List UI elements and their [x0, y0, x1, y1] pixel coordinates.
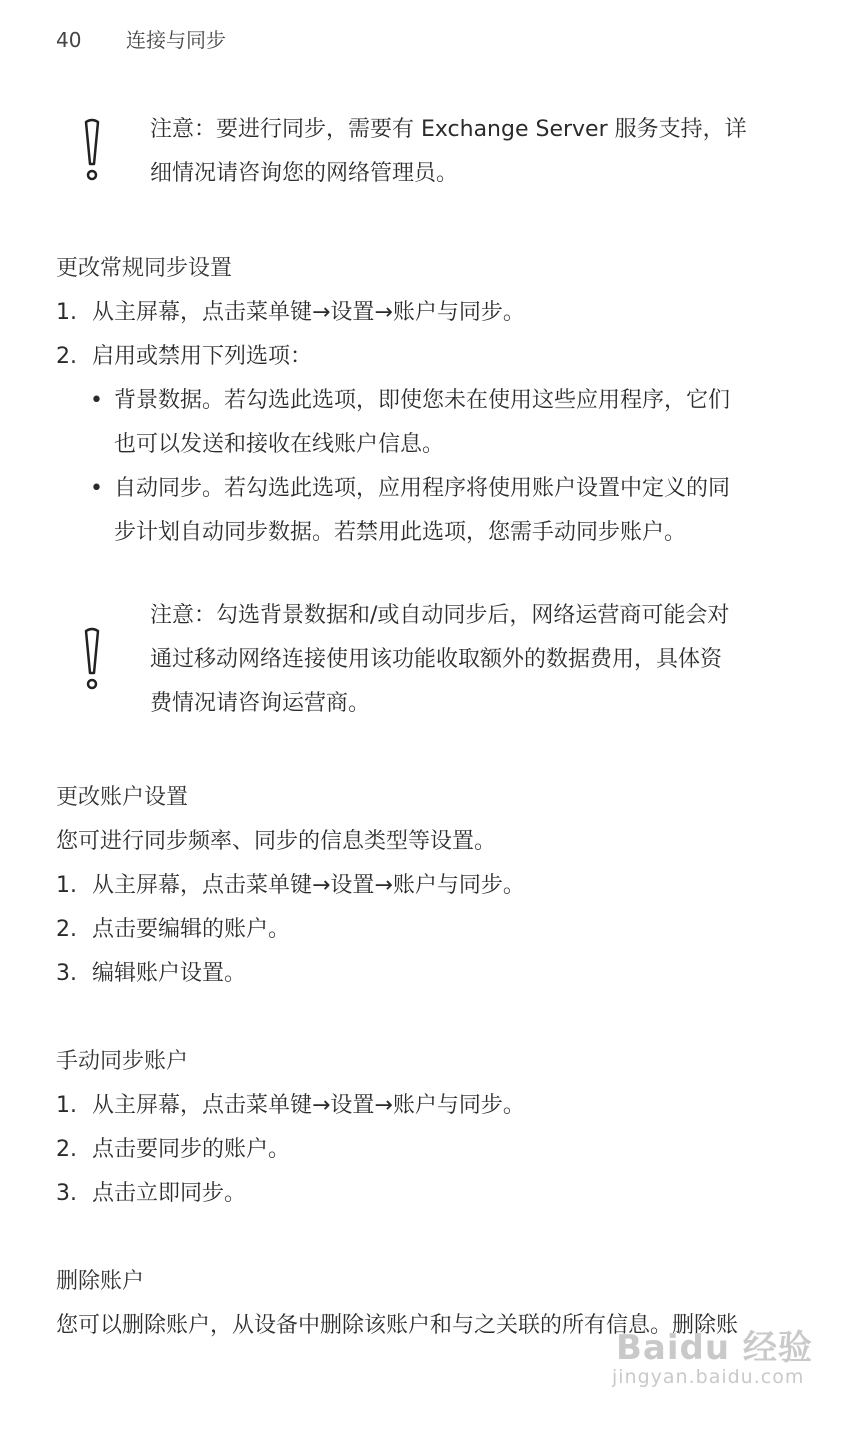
section-heading-manual-sync: 手动同步账户	[56, 1049, 189, 1074]
note2-line-2: 通过移动网络连接使用该功能收取额外的数据费用，具体资	[150, 647, 723, 672]
bullet-dot: •	[90, 388, 103, 413]
step-number: 1.	[56, 300, 77, 325]
step-text: 点击要同步的账户。	[92, 1137, 291, 1162]
step-number: 3.	[56, 961, 77, 986]
section-intro: 您可以删除账户，从设备中删除该账户和与之关联的所有信息。删除账	[56, 1313, 739, 1338]
step-number: 1.	[56, 873, 77, 898]
step-number: 2.	[56, 344, 77, 369]
note1-line-2: 细情况请咨询您的网络管理员。	[150, 161, 459, 186]
watermark-url: jingyan.baidu.com	[612, 1366, 805, 1388]
step-number: 2.	[56, 917, 77, 942]
section-heading-general-sync: 更改常规同步设置	[56, 256, 233, 281]
exclamation-icon	[80, 627, 104, 691]
step-text: 从主屏幕，点击菜单键→设置→账户与同步。	[92, 1093, 525, 1118]
note2-line-1: 注意：勾选背景数据和/或自动同步后，网络运营商可能会对	[150, 603, 730, 628]
section-heading-delete-account: 删除账户	[56, 1269, 145, 1294]
step-number: 1.	[56, 1093, 77, 1118]
exclamation-icon	[80, 118, 104, 182]
step-text: 点击立即同步。	[92, 1181, 247, 1206]
page-number: 40	[56, 28, 82, 52]
step-text: 点击要编辑的账户。	[92, 917, 291, 942]
bullet-auto-sync-line-1: 自动同步。若勾选此选项，应用程序将使用账户设置中定义的同	[114, 476, 731, 501]
note1-line-1: 注意：要进行同步，需要有 Exchange Server 服务支持，详	[150, 117, 747, 142]
section-heading-account-settings: 更改账户设置	[56, 785, 189, 810]
note2-line-3: 费情况请咨询运营商。	[150, 691, 371, 716]
section-intro: 您可进行同步频率、同步的信息类型等设置。	[56, 829, 497, 854]
bullet-auto-sync-line-2: 步计划自动同步数据。若禁用此选项，您需手动同步账户。	[114, 520, 687, 545]
bullet-dot: •	[90, 476, 103, 501]
step-text: 编辑账户设置。	[92, 961, 247, 986]
step-text: 从主屏幕，点击菜单键→设置→账户与同步。	[92, 873, 525, 898]
bullet-background-data-line-2: 也可以发送和接收在线账户信息。	[114, 432, 445, 457]
step-text: 从主屏幕，点击菜单键→设置→账户与同步。	[92, 300, 525, 325]
step-number: 2.	[56, 1137, 77, 1162]
step-text: 启用或禁用下列选项：	[92, 344, 313, 369]
step-number: 3.	[56, 1181, 77, 1206]
watermark-brand: Baidu 经验	[616, 1328, 813, 1368]
bullet-background-data-line-1: 背景数据。若勾选此选项，即使您未在使用这些应用程序，它们	[114, 388, 731, 413]
chapter-title: 连接与同步	[126, 28, 226, 52]
